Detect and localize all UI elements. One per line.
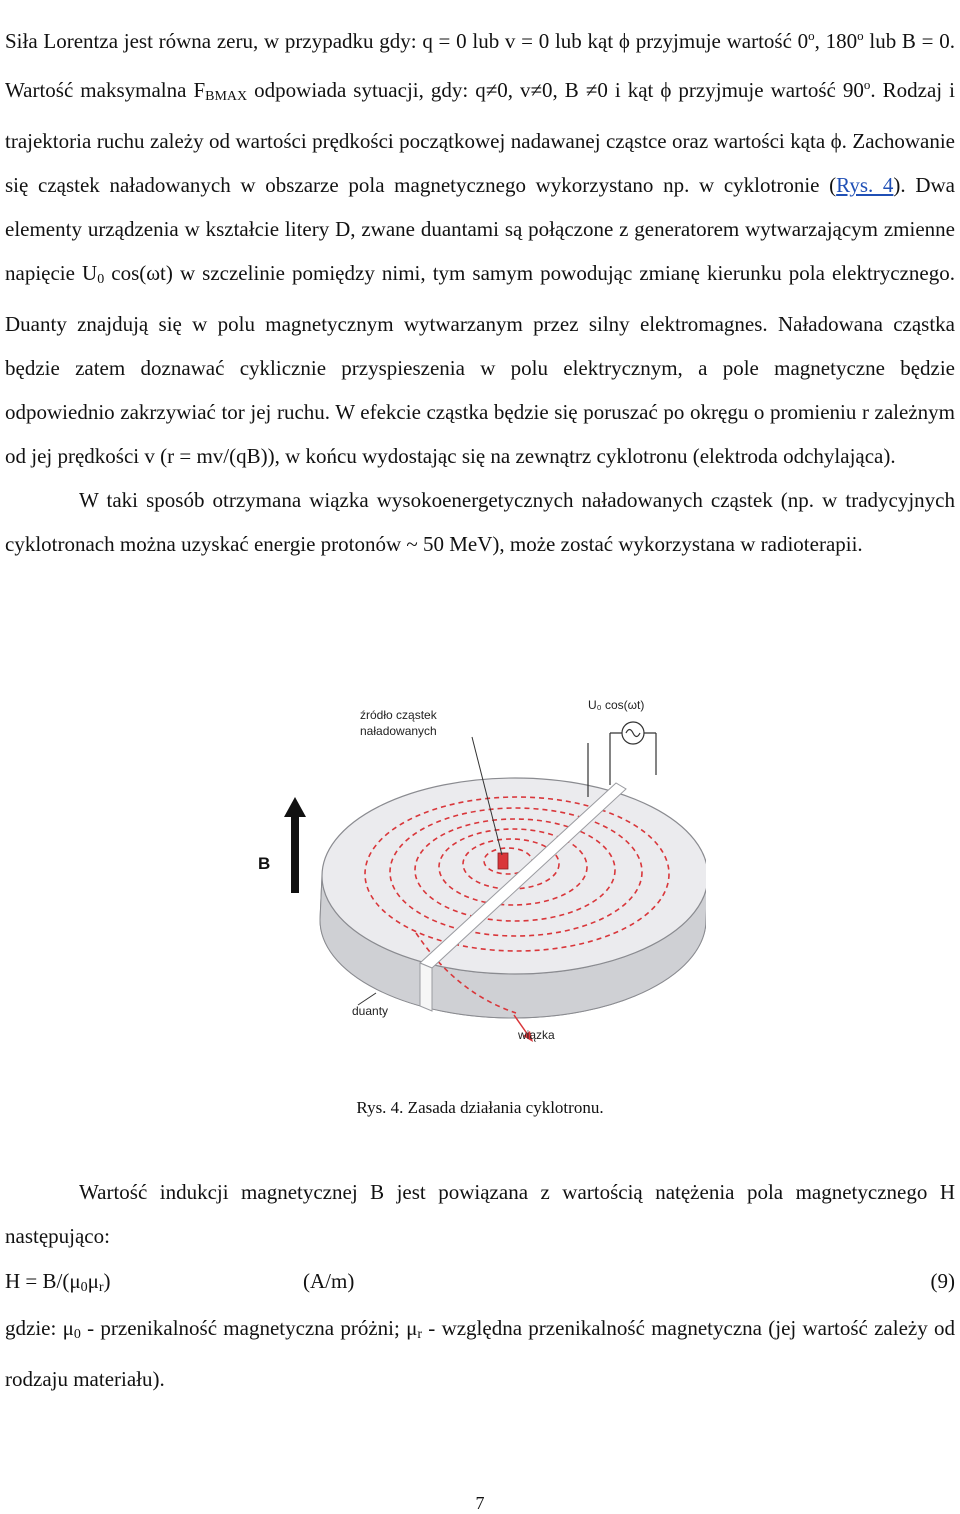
text-run: . Rodzaj i trajektoria ruchu zależy od wartości prędkości początkowej nadawanej cząstce oraz wartości kąta ϕ. Zachowanie się cząstek naładowanych w obszarze pola magnetycznego wykorzystano np. w cyklotronie ( <box>5 78 955 197</box>
source-label-line2: naładowanych <box>360 724 437 738</box>
beam-label: wiązka <box>518 1028 555 1042</box>
paragraph-lorentz <box>5 14 955 566</box>
paragraph-definitions: gdzie: $\mu_0$ - przenikalność magnetyczna próżni; $\mu_r$ - względna przenikalność magnetyczna (jej wartość zależy od rodzaju materiału). <box>5 1316 955 1391</box>
dees-label: duanty <box>352 1004 389 1018</box>
equation-unit: (A/m) <box>303 1269 355 1293</box>
text-run: , 180 <box>814 29 858 53</box>
equation-number: (9) <box>930 1269 955 1293</box>
text-run: Siła Lorentza jest równa zeru, w przypadku gdy: q = 0 lub v = 0 lub kąt ϕ przyjmuje wartość 0 <box>5 29 809 53</box>
b-field-arrow-icon <box>284 797 306 893</box>
text-run: lub B = 0. Wartość maksymalna F <box>5 29 955 102</box>
degree-sup: o <box>863 77 871 92</box>
u0-subscript: 0 <box>97 272 105 287</box>
cyclotron-diagram <box>236 693 706 1053</box>
particle-source <box>498 853 508 869</box>
text-run: ). Dwa elementy urządzenia w kształcie litery D, zwane duantami są połączone z generatorem wytwarzającym zmienne napięcie U <box>5 173 955 285</box>
ac-generator-icon <box>622 722 644 744</box>
paragraph-radiotherapy: W taki sposób otrzymana wiązka wysokoenergetycznych naładowanych cząstek (np. w tradycyjnych cyklotronach można uzyskać energie protonów ~ 50 MeV), może zostać wykorzystana w radioterapii. <box>5 488 955 556</box>
voltage-label: U₀ cos(ωt) <box>588 698 645 712</box>
text-run: Wartość indukcji magnetycznej B jest powiązana z wartością natężenia pola magnetycznego H następująco: <box>5 1180 955 1248</box>
figure-caption: Rys. 4. Zasada działania cyklotronu. <box>356 1098 604 1117</box>
b-label: B <box>258 854 271 873</box>
f-subscript: BMAX <box>205 89 248 104</box>
paragraph-induction <box>5 1170 955 1258</box>
equation-expression: $H = B/(\mu_0\mu_r)$ <box>5 1269 111 1295</box>
equation-9 <box>5 1259 955 1303</box>
degree-sup: o <box>808 28 815 43</box>
cyclotron-figure <box>236 693 706 1053</box>
text-run: cos(ωt) w szczelinie pomiędzy nimi, tym samym powodując zmianę kierunku pola elektrycznego. Duanty znajdują się w polu magnetycznym wytwarzanym przez silny elektromagnes. Naładowana cząstka będzie zatem doznawać cyklicznie przyspieszenia w polu elektrycznym, a pole magnetyczne będzie odpowiednio zakrzywiać tor jej ruchu. W efekcie cząstka będzie się poruszać po okręgu o promieniu r zależnym od jej prędkości v (r = mv/(qB)), w końcu wydostając się na zewnątrz cyklotronu (elektroda odchylająca). <box>5 261 955 468</box>
text-run: odpowiada sytuacji, gdy: q≠0, v≠0, B ≠0 i kąt ϕ przyjmuje wartość 90 <box>247 78 864 102</box>
degree-sup: o <box>857 28 864 43</box>
source-label-line1: źródło cząstek <box>360 708 437 722</box>
figure-link[interactable]: Rys. 4 <box>836 173 894 197</box>
page-number: 7 <box>475 1493 485 1513</box>
